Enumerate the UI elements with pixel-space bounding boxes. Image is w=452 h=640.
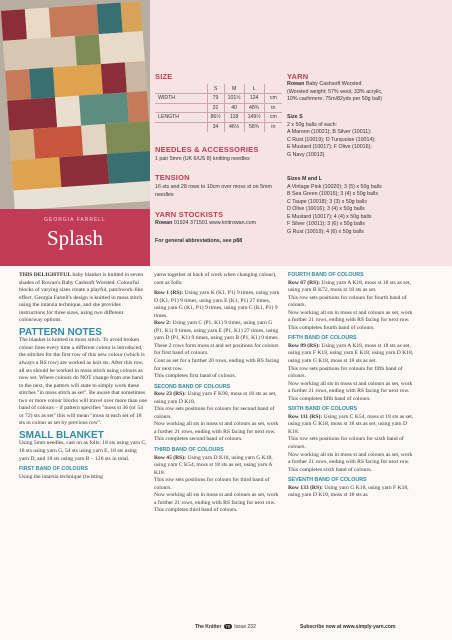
size-ml-label: Sizes M and L [287, 176, 323, 182]
page-footer [195, 624, 256, 630]
column-1 [19, 272, 147, 481]
yarn-composition: 10% cashmere; 75m/82yds per 50g ball) [287, 96, 383, 102]
row-text: Using yarn G K18, using yarn F K18, using yarn D K18, moss st 18 sts as [288, 484, 409, 499]
row-label [155, 122, 207, 132]
title-block [0, 209, 150, 266]
column-2 [154, 272, 280, 515]
yarn-line: C Taupe (10018); 3 (3) x 50g balls [287, 198, 367, 205]
row-label: LENGTH [155, 113, 207, 123]
issue-number: Issue 232 [234, 624, 256, 630]
row-text: Using yarn C K54, moss st 18 sts as set, using yarn G K18, moss st 18 sts as set, using yarn D K18. [288, 413, 414, 435]
stockist-contact: 01924 371501 www.knitrowan.com [173, 220, 257, 226]
row-label: WIDTH [155, 94, 207, 104]
table-cell: 101½ [224, 94, 244, 104]
paragraph: This completes first band of colours. [154, 373, 237, 380]
pattern-notes-text: The blanket is knitted in moss stitch. To avoid broken colour lines every time a different colour is introduced, the stitches for the first row of this new colour (which is always a RS row) are worked as knit sts. After this row, all sts should be worked in moss stitch using colours as now set. Where colours do NOT change from one band to the next, the pattern will state to simply work these stitches "in moss stitch as set". Be aware that sometimes two or more colour blocks will travel over more than one band of colours – if pattern specifies "moss st 36 (or 54 or 72) sts as set" this will mean "moss st each set of 18 sts in colour as set by previous row". [19, 337, 147, 427]
row-instruction [288, 414, 416, 437]
table-row [155, 122, 282, 132]
fifth-band-heading: FIFTH BAND OF COLOURS [288, 335, 357, 342]
row-label: Row 23 (RS): [154, 391, 187, 398]
size-s-intro: 2 x 50g balls of each: [287, 121, 338, 128]
row-instruction [154, 290, 280, 320]
yarn-line: A Vintage Pink (10020); 3 (5) x 50g balls [287, 183, 382, 190]
stockists-text [155, 220, 285, 228]
paragraph: This completes second band of colours. [154, 436, 243, 443]
unit-cell: in [264, 122, 282, 132]
paragraph: This completes sixth band of colours. [288, 466, 372, 473]
tension-heading: TENSION [155, 173, 190, 182]
paragraph: This row sets positions for colours for sixth band of colours. [288, 436, 404, 451]
seventh-band-heading: SEVENTH BAND OF COLOURS [288, 477, 367, 484]
size-col-s: S [207, 84, 224, 94]
row-label [155, 103, 207, 113]
size-heading: SIZE [155, 72, 173, 81]
pattern-title: Splash [46, 226, 103, 250]
size-col-l: L [244, 84, 264, 94]
size-s-yarns [287, 114, 447, 159]
row-label: Row 1 (RS): [154, 290, 184, 297]
table-row [155, 113, 282, 123]
sixth-band-heading: SIXTH BAND OF COLOURS [288, 406, 358, 413]
yarn-line: E Mustard (10017); 4 (4) x 50g balls [287, 213, 372, 220]
row-instruction [288, 343, 416, 366]
intro-paragraph [19, 272, 147, 325]
yarn-weight: (Worsted weight; 57% wool, 33% acrylic, [287, 88, 383, 95]
row-label: Row 133 (RS): [288, 484, 323, 491]
table-cell: 46½ [224, 122, 244, 132]
size-col-m: M [224, 84, 244, 94]
yarn-line: C Rust (10019); D Turquoise (10014); [287, 136, 376, 143]
paragraph: Cont as set for a further 20 rows, ending with RS facing for next row. [154, 358, 280, 372]
designer-name: GEORGIA FARRELL [44, 217, 106, 223]
yarn-line: E Mustard (10017); F Olive (10016); [287, 144, 372, 150]
needles-text: 1 pair 5mm (UK 6/US 8) knitting needles [155, 156, 250, 162]
yarn-line: B Sea Green (10015); 3 (4) x 50g balls [287, 191, 378, 197]
paragraph: yarns together at back of work when changing colour), cont as folls: [154, 272, 277, 286]
page-number: 70 [225, 624, 231, 629]
second-band-heading: SECOND BAND OF COLOURS [154, 383, 231, 390]
unit-cell: in [264, 103, 282, 113]
paragraph: Now working all sts in moss st and colours as set, work a further 21 rows, ending with RS facing for next row. [154, 492, 279, 506]
table-cell: 34 [207, 122, 224, 132]
row-instruction [154, 320, 280, 343]
table-cell: 124 [244, 94, 264, 104]
table-cell: 58¾ [244, 122, 264, 132]
small-blanket-heading: SMALL BLANKET [19, 429, 104, 441]
paragraph: These 2 rows form moss st and set positions for colours for first band of colours. [154, 342, 279, 357]
row-label: Row 45 (RS): [154, 454, 187, 461]
table-cell: 31 [207, 103, 224, 113]
table-cell: 48¾ [244, 103, 264, 113]
table-row [155, 103, 282, 113]
paragraph: Now working all sts in moss st and colours as set, work a further 21 rows, ending with RS facing for next row. [288, 451, 413, 466]
row-text: Using yarn C (P1, K1) 9 times, using yarn G (P1, K1) 9 times, using yarn E (P1, K1) 27 times, using yarn D (P1, K1) 9 times, using yarn B (P1, K1) 9 times. [154, 320, 279, 342]
size-table [155, 84, 282, 132]
first-band-text: Using the intarsia technique (twisting [19, 473, 103, 480]
magazine-name: The Knitter [195, 624, 222, 630]
paragraph: This completes fifth band of colours. [288, 395, 371, 402]
row-label: Row 2: [154, 320, 171, 327]
first-band-heading: FIRST BAND OF COLOURS [19, 466, 88, 473]
row-instruction [154, 391, 280, 406]
yarn-description [287, 81, 447, 104]
table-cell: 86½ [207, 113, 224, 123]
row-text: Using yarn F K90, moss st 18 sts as set, using yarn D K18. [154, 391, 277, 405]
column-3 [288, 272, 416, 500]
row-text: Using yarn A K18, moss st 18 sts as set, using yarn B K72, moss st 18 sts as set. [288, 279, 411, 294]
needles-heading: NEEDLES & ACCESSORIES [155, 145, 259, 154]
unit-cell: cm [264, 94, 282, 104]
paragraph: Now working all sts in moss st and colours as set, work a further 21 rows, ending with RS facing for next row. [154, 421, 279, 435]
row-text: Using yarn A K18, moss st 18 sts as set, using yarn F K18, using yarn E K18, using yarn D K18, using yarn G K18, moss st 18 sts as set. [288, 342, 414, 365]
row-instruction [288, 280, 416, 295]
table-cell: 79 [207, 94, 224, 104]
intro-lead: THIS DELIGHTFUL [19, 272, 72, 278]
paragraph: Now working all sts in moss st and colours as set, work a further 21 rows, ending with RS facing for next row. [288, 380, 413, 395]
row-label: Row 111 (RS): [288, 413, 323, 420]
row-text: Using yarn D K18, using yarn G K18, using yarn C K54, moss st 18 sts as set, using yarn A K18. [154, 454, 273, 476]
paragraph: This row sets positions for colours for fifth band of colours. [288, 365, 403, 380]
intro-text: baby blanket is knitted in seven shades of Rowan's Baby Cashsoft Worsted. Colourful blocks of varying sizes create a playful, patchwork-like effect. Georgia Farrell's design is knitted in moss stitch using the intarsia technique, and she provides instructions for three sizes, using two different colourway options. [19, 272, 144, 324]
paragraph: Now working all sts in moss st and colours as set, work a further 21 rows, ending with RS facing for next row. [288, 309, 413, 324]
row-instruction [288, 485, 416, 500]
paragraph: This completes third band of colours. [154, 507, 238, 514]
table-cell: 149½ [244, 113, 264, 123]
paragraph: This row sets positions for colours for second band of colours. [154, 406, 275, 420]
yarn-brand: Rowan [287, 81, 305, 87]
unit-cell: cm [264, 113, 282, 123]
paragraph: This row sets positions for colours for third band of colours. [154, 477, 270, 491]
third-band-heading: THIRD BAND OF COLOURS [154, 447, 224, 454]
size-header-row [155, 84, 282, 94]
paragraph: This completes fourth band of colours. [288, 324, 375, 331]
yarn-line: G Navy (10013) [287, 151, 325, 158]
yarn-heading: YARN [287, 72, 309, 81]
row-text: Using yarn K (K1, P1) 9 times, using yarn D (K1, P1) 9 times, using yarn E (K1, P1) 27 times, using yarn G (K1, P1) 9 times, using yarn C (K1, P1) 9 times. [154, 290, 280, 319]
table-cell: 40 [224, 103, 244, 113]
paragraph: This row sets positions for colours for fourth band of colours. [288, 294, 407, 309]
small-blanket-text: Using 5mm needles, cast on as folls: 18 sts using yarn C, 18 sts using yarn G, 54 sts using yarn E, 18 sts using yarn D, and 18 sts using yarn B – 126 sts in total. [19, 440, 147, 462]
yarn-line: F Silver (10011); 3 (6) x 50g balls [287, 221, 365, 227]
subscribe-link[interactable]: Subscribe now at www.simply-yarn.com [300, 624, 396, 630]
size-ml-yarns [287, 176, 447, 236]
row-label: Row 89 (RS): [288, 342, 321, 349]
fourth-band-heading: FOURTH BAND OF COLOURS [288, 272, 364, 278]
stockists-heading: YARN STOCKISTS [155, 210, 224, 219]
size-s-label: Size S [287, 114, 303, 120]
yarn-name: Baby Cashsoft Worsted [304, 81, 362, 87]
pattern-notes-heading: PATTERN NOTES [19, 326, 102, 338]
tension-text: 16 sts and 28 rows to 10cm over moss st on 5mm needles [155, 184, 272, 198]
table-row [155, 94, 282, 104]
yarn-line: G Rust (10019); 4 (6) x 50g balls [287, 228, 364, 235]
row-instruction [154, 455, 280, 478]
stockist-brand: Rowan [155, 220, 173, 226]
yarn-line: D Olive (10016); 3 (4) x 50g balls [287, 206, 365, 212]
table-cell: 118 [224, 113, 244, 123]
yarn-line: A Maroon (10021); B Silver (10011); [287, 129, 372, 135]
abbreviations-note: For general abbreviations, see p88 [155, 238, 243, 244]
row-label: Row 67 (RS): [288, 279, 321, 286]
